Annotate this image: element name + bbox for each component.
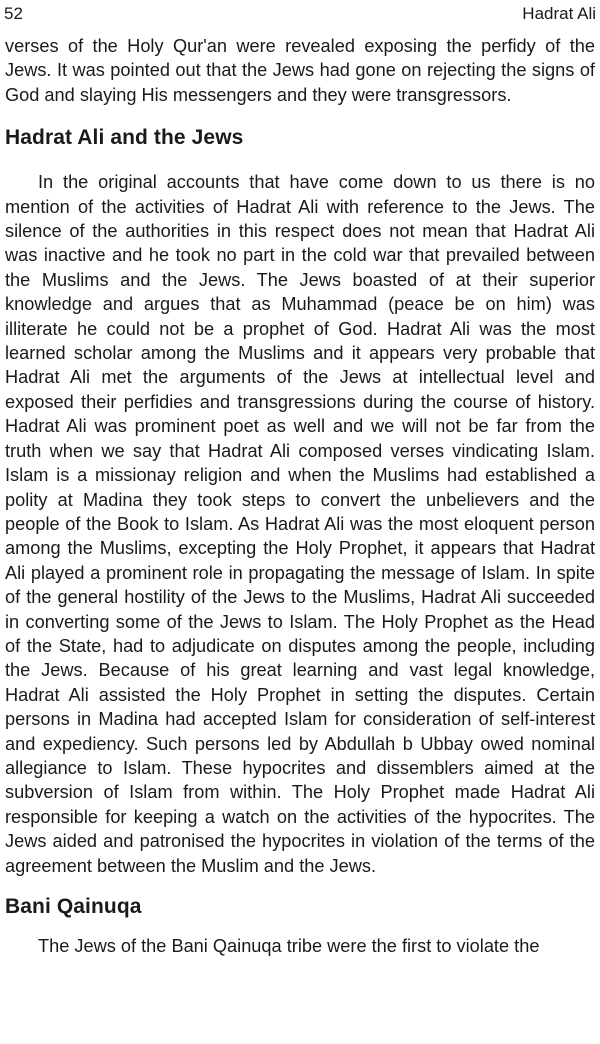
paragraph-continuation: verses of the Holy Qur'an were revealed exposing the perfidy of the Jews. It was pointed out that the Jews had gone on rejecting the signs of God and slaying His messengers and they were transgressors. xyxy=(5,36,595,105)
paragraph-hadrat-ali-and-the-jews: In the original accounts that have come down to us there is no mention of the activities of Hadrat Ali with reference to the Jews. The silence of the authorities in this respect does not mean that Hadrat Ali was inactive and he took no part in the cold war that prevailed between the Muslims and the Jews. The Jews boasted of at their superior knowledge and argues that as Muhammad (peace be on him) was illiterate he could not be a prophet of God. Hadrat Ali was the most learned scholar among the Muslims and it appears very probable that Hadrat Ali met the arguments of the Jews at intellectual level and exposed their perfidies and transgressions during the course of history. Hadrat Ali was prominent poet as well and we will not be far from the truth when we say that Hadrat Ali composed verses vindicating Islam. Islam is a missionay religion and when the Muslims had established a polity at Madina they took steps to convert the unbelievers and the people of the Book to Islam. As Hadrat Ali was the most eloquent person among the Muslims, excepting the Holy Prophet, it appears that Hadrat Ali played a prominent role in propagating the message of Islam. In spite of the general hostility of the Jews to the Muslims, Hadrat Ali succeeded in converting some of the Jews to Islam. The Holy Prophet as the Head of the State, had to adjudicate on disputes among the people, including the Jews. Because of his great learning and vast legal knowledge, Hadrat Ali assisted the Holy Prophet in setting the disputes. Certain persons in Madina had accepted Islam for consideration of self-interest and expediency. Such persons led by Abdullah b Ubbay owed nominal allegiance to Islam. These hypocrites and dissemblers aimed at the subversion of Islam from within. The Holy Prophet made Hadrat Ali responsible for keeping a watch on the activities of the hypocrites. The Jews aided and patronised the hypocrites in violation of the terms of the agreement between the Muslim and the Jews. xyxy=(5,172,595,876)
running-title: Hadrat Ali xyxy=(522,4,596,23)
running-header xyxy=(4,2,596,26)
page-body xyxy=(5,34,595,958)
page-number: 52 xyxy=(4,4,23,23)
section-heading-bani-qainuqa: Bani Qainuqa xyxy=(5,895,142,918)
paragraph-bani-qainuqa: The Jews of the Bani Qainuqa tribe were the first to violate the xyxy=(38,936,540,956)
section-heading-hadrat-ali-and-the-jews: Hadrat Ali and the Jews xyxy=(5,126,244,150)
